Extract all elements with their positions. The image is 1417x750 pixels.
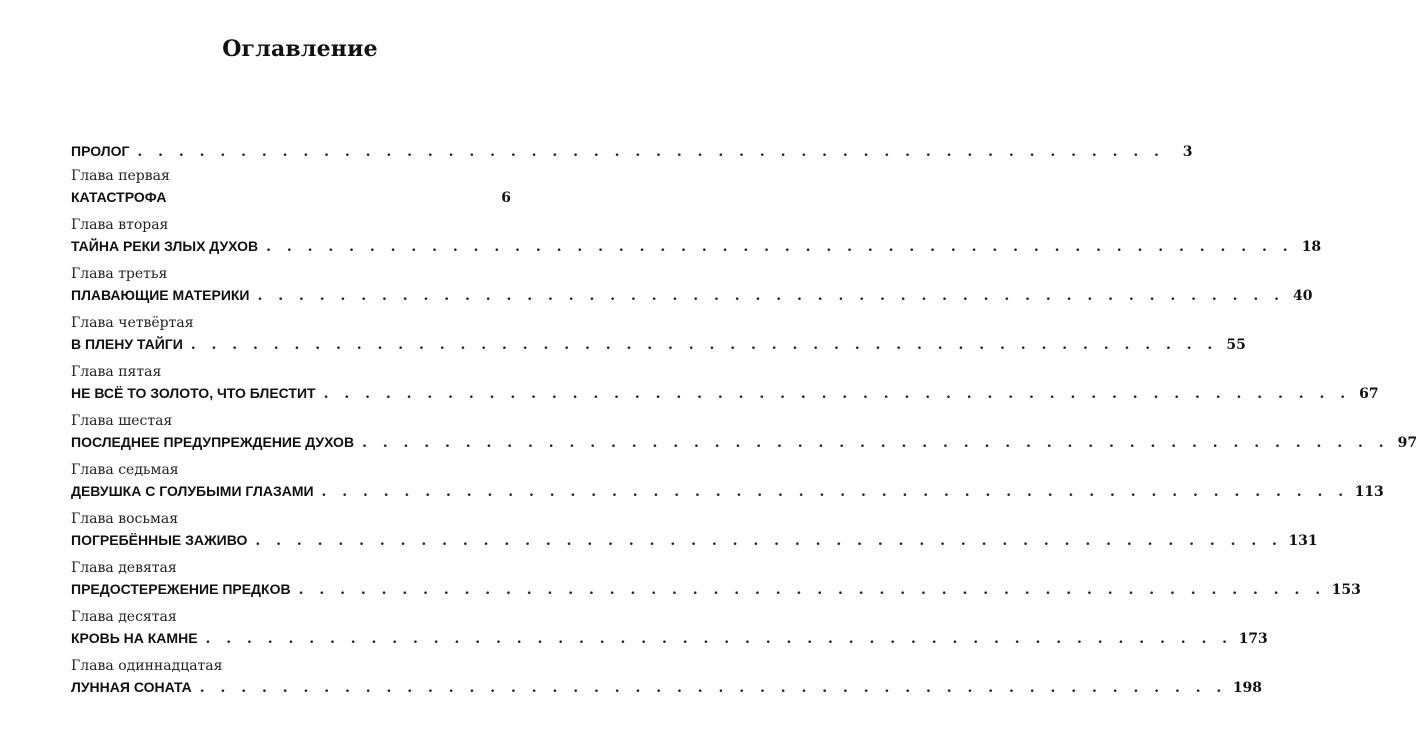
toc-entry-title: КРОВЬ НА КАМНЕ — [71, 630, 198, 646]
toc-page-number: 3 — [1182, 144, 1193, 160]
toc-entry-title: ПРЕДОСТЕРЕЖЕНИЕ ПРЕДКОВ — [71, 581, 291, 597]
toc-page-number: 198 — [1232, 680, 1263, 696]
dot-leader: . . . . . . . . . . . . . . . . . . . . . . . . . . . . . . . . . . . . . . . . . . . . . . . . . . — [257, 288, 1285, 304]
dot-leader: . . . . . . . . . . . . . . . . . . . . . . . . . . . . . . . . . . . . . . . . . . . . . . . . . . — [199, 680, 1227, 696]
toc-entry-row — [71, 483, 1384, 503]
toc-entry-title: ПОГРЕБЁННЫЕ ЗАЖИВО — [71, 532, 248, 548]
chapter-label: Глава третья — [71, 266, 168, 282]
dot-leader: . . . . . . . . . . . . . . . . . . . . . . . . . . . . . . . . . . . . . . . . . . . . . . . . . . — [190, 337, 1218, 353]
dot-leader: . . . . . . . . . . . . . . . . . . . . . . . . . . . . . . . . . . . . . . . . . . . . . . . . . . — [137, 144, 1165, 160]
toc-entry-title: КАТАСТРОФА — [71, 189, 167, 205]
toc-page-number: 131 — [1288, 533, 1318, 549]
toc-page-number: 113 — [1354, 484, 1384, 500]
toc-entry-row — [71, 679, 1263, 699]
toc-entry-title: ПРОЛОГ — [71, 143, 130, 159]
toc-entry-title: ПОСЛЕДНЕЕ ПРЕДУПРЕЖДЕНИЕ ДУХОВ — [71, 434, 355, 450]
dot-leader: . . . . . . . . . . . . . . . . . . . . . . . . . . . . . . . . . . . . . . . . . . . . . . . . . . — [298, 582, 1326, 598]
toc-entry-row — [71, 238, 1322, 258]
toc-entry-title: НЕ ВСЁ ТО ЗОЛОТО, ЧТО БЛЕСТИТ — [71, 385, 316, 401]
toc-entry-row — [71, 385, 1379, 405]
toc-entry-row — [71, 143, 1193, 163]
dot-leader: . . . . . . . . . . . . . . . . . . . . . . . . . . . . . . . . . . . . . . . . . . . . . . . . . . — [205, 631, 1233, 647]
toc-entry-title: ТАЙНА РЕКИ ЗЛЫХ ДУХОВ — [71, 238, 259, 254]
toc-entry-row — [71, 532, 1318, 552]
toc-entry-title: ДЕВУШКА С ГОЛУБЫМИ ГЛАЗАМИ — [71, 483, 314, 499]
toc-entry-row — [71, 189, 511, 209]
toc-entry-row — [71, 630, 1268, 650]
toc-entry-row — [71, 336, 1246, 356]
toc-page-number: 153 — [1331, 582, 1361, 598]
page-title: Оглавление — [222, 36, 378, 62]
toc-page-number: 18 — [1301, 239, 1322, 255]
chapter-label: Глава четвёртая — [71, 315, 194, 331]
dot-leader: . . . . . . . . . . . . . . . . . . . . . . . . . . . . . . . . . . . . . . . . . . . . . . . . . . — [362, 435, 1390, 451]
dot-leader: . . . . . . . . . . . . . . . . . . . . . . . . . . . . . . . . . . . . . . . . . . . . . . . . . . — [266, 239, 1294, 255]
chapter-label: Глава вторая — [71, 217, 169, 233]
toc-entry-row — [71, 581, 1361, 601]
dot-leader: . . . . . . . . . . . . . . . . . . . . . . . . . . . . . . . . . . . . . . . . . . . . . . . . . . — [323, 386, 1351, 402]
chapter-label: Глава пятая — [71, 364, 162, 380]
toc-page-number: 67 — [1359, 386, 1379, 402]
chapter-label: Глава седьмая — [71, 462, 179, 478]
toc-page-number: 6 — [501, 190, 511, 206]
dot-leader: . . . . . . . . . . . . . . . . . . . . . . . . . . . . . . . . . . . . . . . . . . . . . . . . . . — [321, 484, 1349, 500]
dot-leader: . . . . . . . . . . . . . . . . . . . . . . . . . . . . . . . . . . . . . . . . . . . . . . . . . . — [255, 533, 1283, 549]
toc-page-number: 55 — [1226, 337, 1246, 353]
toc-page-number: 40 — [1293, 288, 1313, 304]
toc-entry-title: ЛУННАЯ СОНАТА — [71, 679, 192, 695]
chapter-label: Глава первая — [71, 168, 170, 184]
chapter-label: Глава десятая — [71, 609, 177, 625]
toc-entry-title: ПЛАВАЮЩИЕ МАТЕРИКИ — [71, 287, 250, 303]
chapter-label: Глава девятая — [71, 560, 177, 576]
chapter-label: Глава одиннадцатая — [71, 658, 223, 674]
toc-entry-row — [71, 287, 1313, 307]
chapter-label: Глава восьмая — [71, 511, 179, 527]
toc-page-number: 97 — [1397, 435, 1417, 451]
chapter-label: Глава шестая — [71, 413, 173, 429]
toc-page-number: 173 — [1238, 631, 1268, 647]
toc-entry-row — [71, 434, 1417, 454]
toc-entry-title: В ПЛЕНУ ТАЙГИ — [71, 336, 183, 352]
